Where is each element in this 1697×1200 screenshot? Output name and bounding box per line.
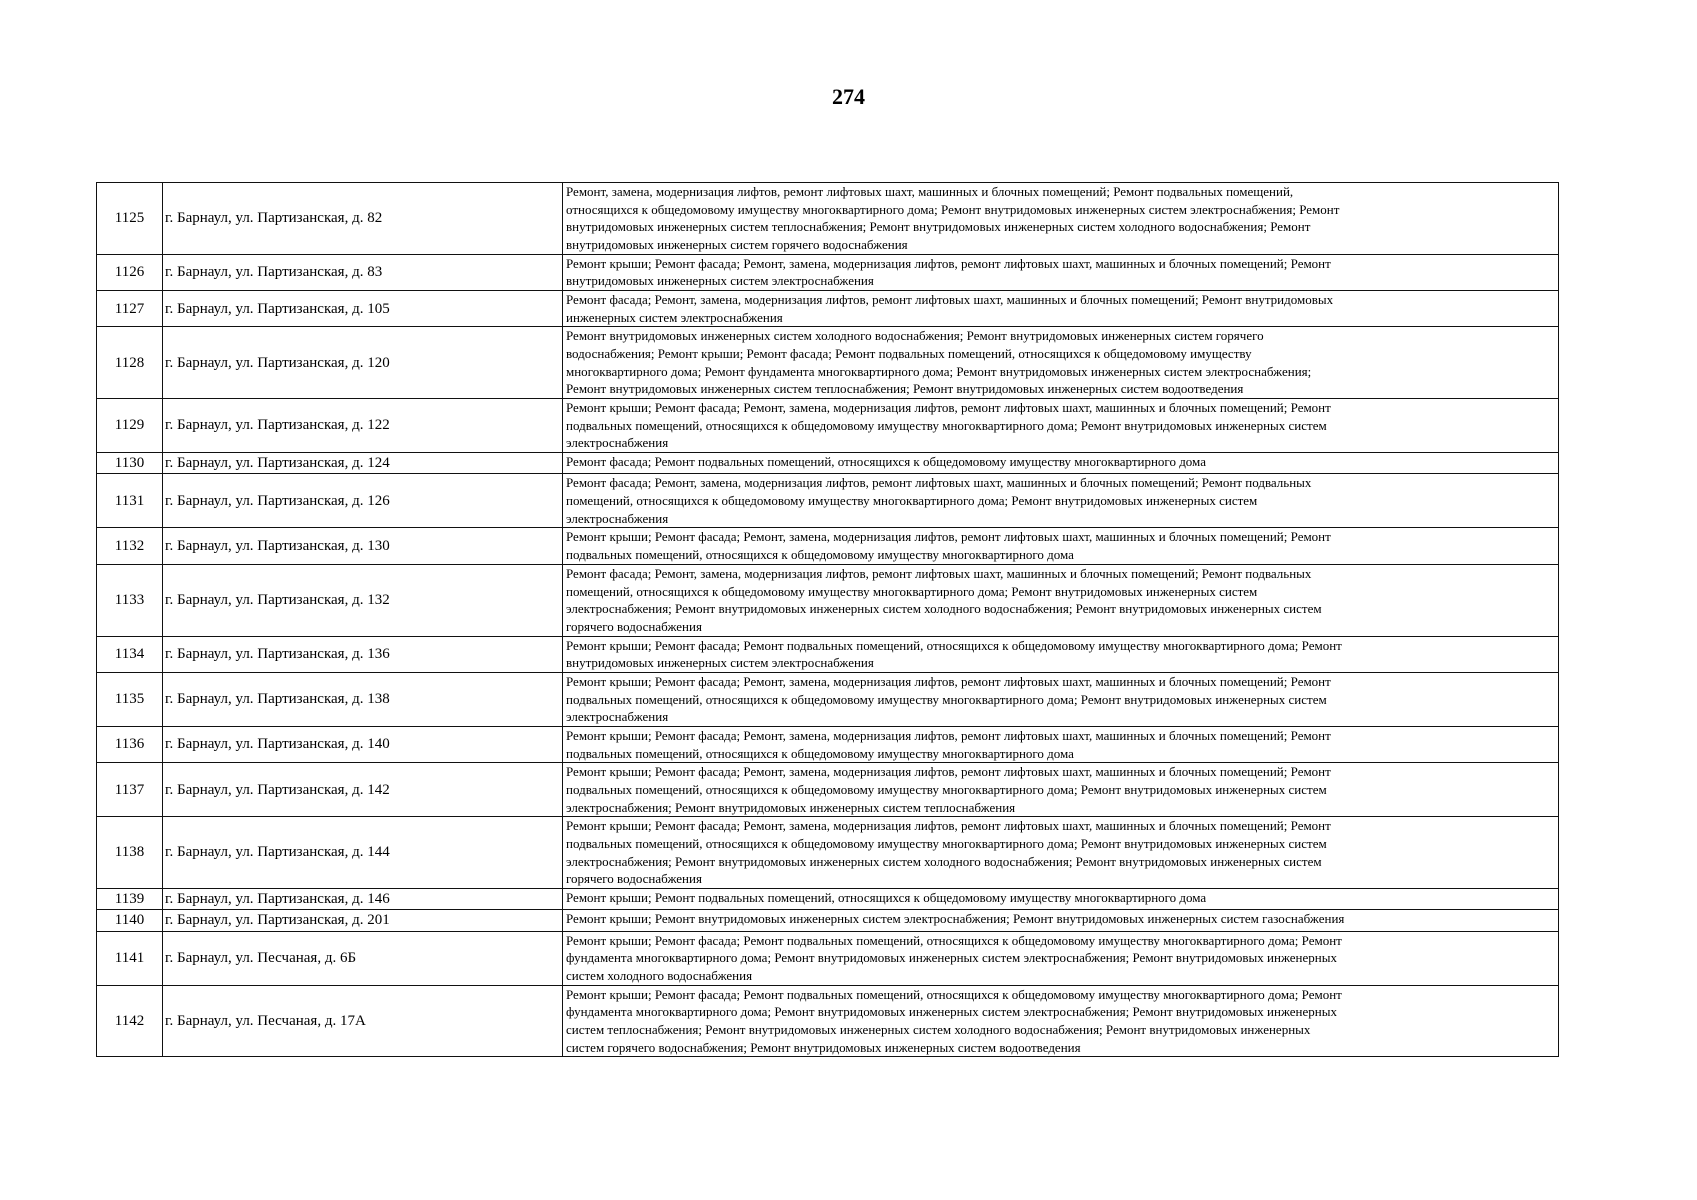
works-cell: [563, 672, 1559, 726]
row-number: 1140: [97, 910, 163, 931]
table-row: [97, 474, 1559, 528]
works-line: подвальных помещений, относящихся к общедомовому имуществу многоквартирного дома: [566, 745, 1074, 761]
works-cell: [563, 474, 1559, 528]
works-line: Ремонт внутридомовых инженерных систем холодного водоснабжения; Ремонт внутридомовых инженерных систем горячего: [566, 328, 1264, 344]
works-cell: [563, 817, 1559, 889]
address-cell: г. Барнаул, ул. Партизанская, д. 132: [163, 564, 563, 636]
row-number: 1125: [97, 183, 163, 255]
works-line: Ремонт крыши; Ремонт подвальных помещений, относящихся к общедомовому имуществу многоквартирного дома: [566, 889, 1207, 905]
works-line: Ремонт крыши; Ремонт фасада; Ремонт, замена, модернизация лифтов, ремонт лифтовых шахт, машинных и блочных помещений; Ремонт: [566, 255, 1331, 271]
works-line: электроснабжения; Ремонт внутридомовых инженерных систем холодного водоснабжения; Ремонт внутридомовых инженерных систем: [566, 853, 1322, 869]
row-number: 1139: [97, 888, 163, 909]
works-line: Ремонт внутридомовых инженерных систем теплоснабжения; Ремонт внутридомовых инженерных систем водоотведения: [566, 381, 1244, 397]
works-line: Ремонт крыши; Ремонт внутридомовых инженерных систем электроснабжения; Ремонт внутридомовых инженерных систем газоснабжения: [566, 911, 1345, 927]
repair-table-container: [96, 182, 1558, 1057]
works-cell: [563, 763, 1559, 817]
address-cell: г. Барнаул, ул. Песчаная, д. 17А: [163, 985, 563, 1057]
works-line: внутридомовых инженерных систем электроснабжения: [566, 273, 874, 289]
row-number: 1136: [97, 726, 163, 762]
works-cell: [563, 254, 1559, 290]
works-cell: [563, 931, 1559, 985]
repair-table-body: [97, 183, 1559, 1057]
table-row: [97, 672, 1559, 726]
address-cell: г. Барнаул, ул. Партизанская, д. 83: [163, 254, 563, 290]
row-number: 1138: [97, 817, 163, 889]
works-line: электроснабжения; Ремонт внутридомовых инженерных систем теплоснабжения: [566, 799, 1016, 815]
works-line: подвальных помещений, относящихся к общедомовому имуществу многоквартирного дома; Ремонт внутридомовых инженерных систем: [566, 417, 1327, 433]
works-line: горячего водоснабжения: [566, 618, 702, 634]
works-line: Ремонт фасада; Ремонт, замена, модернизация лифтов, ремонт лифтовых шахт, машинных и блочных помещений; Ремонт подвальных: [566, 565, 1312, 581]
address-cell: г. Барнаул, ул. Партизанская, д. 138: [163, 672, 563, 726]
works-line: помещений, относящихся к общедомовому имуществу многоквартирного дома; Ремонт внутридомовых инженерных систем: [566, 493, 1258, 509]
works-line: внутридомовых инженерных систем горячего водоснабжения: [566, 237, 908, 253]
table-row: [97, 453, 1559, 474]
table-row: [97, 327, 1559, 399]
address-cell: г. Барнаул, ул. Партизанская, д. 140: [163, 726, 563, 762]
page-number: 274: [832, 84, 865, 109]
works-line: Ремонт крыши; Ремонт фасада; Ремонт, замена, модернизация лифтов, ремонт лифтовых шахт, машинных и блочных помещений; Ремонт: [566, 818, 1331, 834]
works-line: Ремонт фасада; Ремонт, замена, модернизация лифтов, ремонт лифтовых шахт, машинных и блочных помещений; Ремонт подвальных: [566, 475, 1312, 491]
address-cell: г. Барнаул, ул. Партизанская, д. 136: [163, 636, 563, 672]
works-line: электроснабжения: [566, 510, 669, 526]
address-cell: г. Барнаул, ул. Песчаная, д. 6Б: [163, 931, 563, 985]
address-cell: г. Барнаул, ул. Партизанская, д. 142: [163, 763, 563, 817]
table-row: [97, 726, 1559, 762]
row-number: 1128: [97, 327, 163, 399]
works-cell: [563, 327, 1559, 399]
repair-table: [96, 182, 1559, 1057]
row-number: 1130: [97, 453, 163, 474]
row-number: 1137: [97, 763, 163, 817]
works-line: систем холодного водоснабжения: [566, 968, 753, 984]
address-cell: г. Барнаул, ул. Партизанская, д. 144: [163, 817, 563, 889]
works-line: Ремонт фасада; Ремонт, замена, модернизация лифтов, ремонт лифтовых шахт, машинных и блочных помещений; Ремонт внутридомовых: [566, 292, 1334, 308]
works-line: многоквартирного дома; Ремонт фундамента многоквартирного дома; Ремонт внутридомовых инженерных систем электроснабжения;: [566, 363, 1312, 379]
table-row: [97, 291, 1559, 327]
works-line: относящихся к общедомовому имуществу многоквартирного дома; Ремонт внутридомовых инженерных систем электроснабжения; Ремонт: [566, 201, 1340, 217]
address-cell: г. Барнаул, ул. Партизанская, д. 201: [163, 910, 563, 931]
row-number: 1126: [97, 254, 163, 290]
works-cell: [563, 453, 1559, 474]
works-line: систем горячего водоснабжения; Ремонт внутридомовых инженерных систем водоотведения: [566, 1039, 1081, 1055]
row-number: 1127: [97, 291, 163, 327]
works-cell: [563, 183, 1559, 255]
table-row: [97, 183, 1559, 255]
row-number: 1134: [97, 636, 163, 672]
row-number: 1133: [97, 564, 163, 636]
table-row: [97, 817, 1559, 889]
works-line: подвальных помещений, относящихся к общедомовому имуществу многоквартирного дома: [566, 547, 1074, 563]
works-line: помещений, относящихся к общедомовому имуществу многоквартирного дома; Ремонт внутридомовых инженерных систем: [566, 583, 1258, 599]
works-line: Ремонт фасада; Ремонт подвальных помещений, относящихся к общедомовому имуществу многоквартирного дома: [566, 454, 1206, 470]
address-cell: г. Барнаул, ул. Партизанская, д. 105: [163, 291, 563, 327]
table-row: [97, 636, 1559, 672]
table-row: [97, 763, 1559, 817]
works-line: электроснабжения; Ремонт внутридомовых инженерных систем холодного водоснабжения; Ремонт внутридомовых инженерных систем: [566, 601, 1322, 617]
works-line: систем теплоснабжения; Ремонт внутридомовых инженерных систем холодного водоснабжения; Ремонт внутридомовых инженерных: [566, 1022, 1311, 1038]
works-line: Ремонт крыши; Ремонт фасада; Ремонт, замена, модернизация лифтов, ремонт лифтовых шахт, машинных и блочных помещений; Ремонт: [566, 529, 1331, 545]
row-number: 1131: [97, 474, 163, 528]
works-line: фундамента многоквартирного дома; Ремонт внутридомовых инженерных систем электроснабжения; Ремонт внутридомовых инженерных: [566, 950, 1337, 966]
works-cell: [563, 910, 1559, 931]
address-cell: г. Барнаул, ул. Партизанская, д. 120: [163, 327, 563, 399]
row-number: 1129: [97, 399, 163, 453]
works-line: электроснабжения: [566, 709, 669, 725]
address-cell: г. Барнаул, ул. Партизанская, д. 130: [163, 528, 563, 564]
works-line: подвальных помещений, относящихся к общедомовому имуществу многоквартирного дома; Ремонт внутридомовых инженерных систем: [566, 781, 1327, 797]
works-cell: [563, 291, 1559, 327]
works-cell: [563, 564, 1559, 636]
row-number: 1141: [97, 931, 163, 985]
address-cell: г. Барнаул, ул. Партизанская, д. 122: [163, 399, 563, 453]
table-row: [97, 910, 1559, 931]
works-line: горячего водоснабжения: [566, 871, 702, 887]
works-cell: [563, 888, 1559, 909]
works-line: водоснабжения; Ремонт крыши; Ремонт фасада; Ремонт подвальных помещений, относящихся к общедомовому имуществу: [566, 346, 1252, 362]
address-cell: г. Барнаул, ул. Партизанская, д. 124: [163, 453, 563, 474]
row-number: 1135: [97, 672, 163, 726]
works-line: Ремонт крыши; Ремонт фасада; Ремонт, замена, модернизация лифтов, ремонт лифтовых шахт, машинных и блочных помещений; Ремонт: [566, 673, 1331, 689]
address-cell: г. Барнаул, ул. Партизанская, д. 82: [163, 183, 563, 255]
works-line: Ремонт крыши; Ремонт фасада; Ремонт, замена, модернизация лифтов, ремонт лифтовых шахт, машинных и блочных помещений; Ремонт: [566, 764, 1331, 780]
works-line: Ремонт крыши; Ремонт фасада; Ремонт подвальных помещений, относящихся к общедомовому имуществу многоквартирного дома; Ремонт: [566, 637, 1342, 653]
works-line: электроснабжения: [566, 435, 669, 451]
table-row: [97, 528, 1559, 564]
works-line: внутридомовых инженерных систем электроснабжения: [566, 655, 874, 671]
works-cell: [563, 636, 1559, 672]
address-cell: г. Барнаул, ул. Партизанская, д. 126: [163, 474, 563, 528]
works-cell: [563, 399, 1559, 453]
works-line: Ремонт крыши; Ремонт фасада; Ремонт подвальных помещений, относящихся к общедомовому имуществу многоквартирного дома; Ремонт: [566, 986, 1342, 1002]
table-row: [97, 399, 1559, 453]
works-line: подвальных помещений, относящихся к общедомовому имуществу многоквартирного дома; Ремонт внутридомовых инженерных систем: [566, 691, 1327, 707]
works-cell: [563, 726, 1559, 762]
row-number: 1132: [97, 528, 163, 564]
row-number: 1142: [97, 985, 163, 1057]
works-cell: [563, 528, 1559, 564]
works-line: фундамента многоквартирного дома; Ремонт внутридомовых инженерных систем электроснабжения; Ремонт внутридомовых инженерных: [566, 1004, 1337, 1020]
works-line: подвальных помещений, относящихся к общедомовому имуществу многоквартирного дома; Ремонт внутридомовых инженерных систем: [566, 835, 1327, 851]
table-row: [97, 564, 1559, 636]
works-line: внутридомовых инженерных систем теплоснабжения; Ремонт внутридомовых инженерных систем холодного водоснабжения; Ремонт: [566, 219, 1311, 235]
works-line: Ремонт крыши; Ремонт фасада; Ремонт подвальных помещений, относящихся к общедомовому имуществу многоквартирного дома; Ремонт: [566, 932, 1342, 948]
address-cell: г. Барнаул, ул. Партизанская, д. 146: [163, 888, 563, 909]
table-row: [97, 254, 1559, 290]
works-line: Ремонт крыши; Ремонт фасада; Ремонт, замена, модернизация лифтов, ремонт лифтовых шахт, машинных и блочных помещений; Ремонт: [566, 727, 1331, 743]
table-row: [97, 931, 1559, 985]
works-line: Ремонт крыши; Ремонт фасада; Ремонт, замена, модернизация лифтов, ремонт лифтовых шахт, машинных и блочных помещений; Ремонт: [566, 400, 1331, 416]
works-cell: [563, 985, 1559, 1057]
works-line: Ремонт, замена, модернизация лифтов, ремонт лифтовых шахт, машинных и блочных помещений; Ремонт подвальных помещений,: [566, 184, 1294, 199]
table-row: [97, 888, 1559, 909]
works-line: инженерных систем электроснабжения: [566, 309, 783, 325]
table-row: [97, 985, 1559, 1057]
